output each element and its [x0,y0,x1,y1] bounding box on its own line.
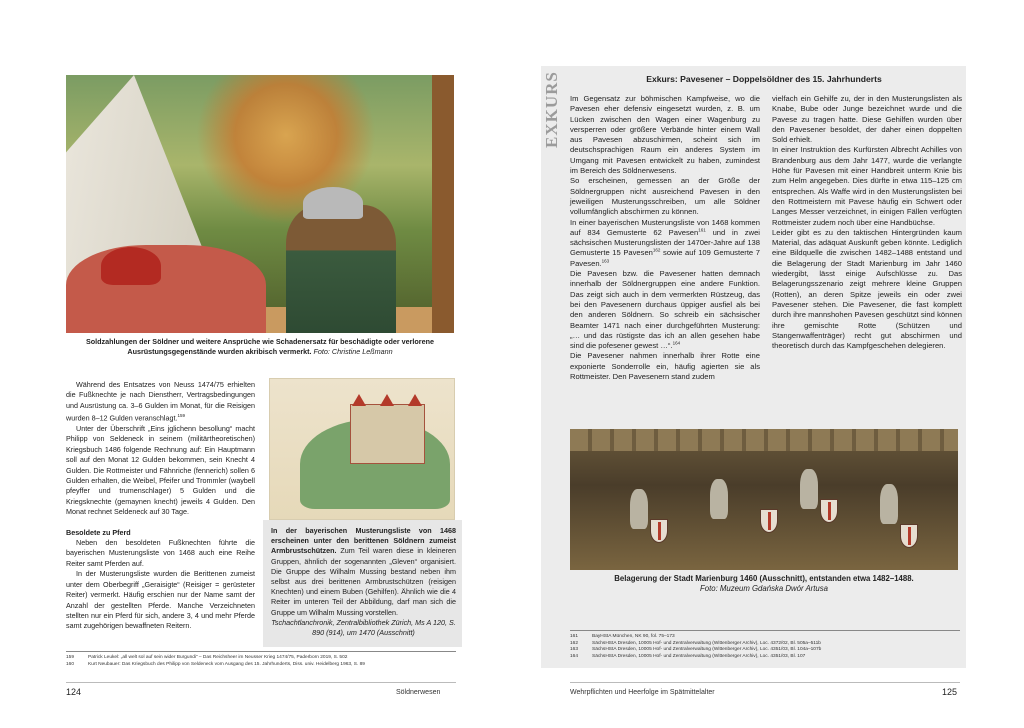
knight-figure [630,489,648,529]
city-wall [570,429,958,451]
tower-roof [380,394,394,406]
paragraph: Neben den besoldeten Fußknechten führte die bayerischen Musterungsliste von 1468 auch eine Reihe Reiter samt Pferden auf. [66,538,255,568]
footnote: 164 SächsHStA Dresden, 10005 Hof- und Zentralverwaltung (Wittenberger Archiv), Loc. 4351/03, Bl. 107 [570,653,806,659]
footer-rule [66,682,456,683]
paragraph: Unter der Überschrift „Eins jglichenn besollung“ macht Philipp von Seldeneck in seinem (militärtheoretischen) Kriegsbuch 1486 folgende Rechnung auf: Ein Hauptmann soll auf den Monat 12 Gulden bekommen, sein Knecht 4 Gulden. Die Rottmeister und Fähnriche (fennerich) sollen 6 Gulden erhalten, die Weibel, Pfeifer und Trommler (waybell pfeyffer und trumenschlager) 5 Gulden und die Kriegsknechte (gemaynen knecht) jeweils 4 Gulden. Den Monat rechnet Seldeneck auf 30 Tage. [66,424,255,517]
pavise-shield [820,499,838,523]
knight-figure [800,469,818,509]
paragraph: In der Musterungsliste wurden die Berittenen zumeist unter dem Oberbegriff „Geraisigte“ (Reisiger = gerüsteter Reiter) vermerkt. Häufig erschien nur der Name samt der Anzahl der gestellten Pferde. Manche Verzeichneten stellten nur ein Pferd für sich, andere 3, 4 und mehr Pferde samt zugehörigen bewaffneten Reitern. [66,569,255,631]
footnote: 161 BayHStA München, NK 90, fol. 75–173 [570,634,675,639]
exkurs-side-label: EXKURS [542,71,561,148]
tower-roof [408,394,422,406]
tower-roof [352,394,366,406]
helmet-shape [303,187,363,219]
footnote: 160 Kurt Neubauer: Das Kriegsbuch des Philipp von Seldeneck vom Ausgang des 15. Jahrhunderts, Diss. univ. Heidelberg 1963, S. 89 [66,661,365,667]
footnotes-right [570,630,960,660]
pavise-shield [760,509,778,533]
exkurs-title: Exkurs: Pavesener – Doppelsöldner des 15. Jahrhunderts [646,74,882,84]
pavise-shield [900,524,918,548]
running-head-left: Söldnerwesen [396,689,441,696]
soldier-figure [286,205,396,333]
photo-caption-right: Belagerung der Stadt Marienburg 1460 (Ausschnitt), entstanden etwa 1482–1488. Foto: Muzeum Gdańska Dwór Artusa [614,574,914,594]
manuscript-illustration [269,378,455,520]
photo-credit-left: Foto: Christine Leßmann [313,347,393,357]
footnote: 159 Patrick Leukel: „all welt sol auf sein wider Burgundi“ – Das Reichsheer im Neusser Krieg 1474/75, Paderborn 2019, S. 502 [66,655,348,660]
exkurs-column-2: vielfach ein Gehilfe zu, der in den Musterungslisten als Knabe, Bube oder Junge bezeichnet wurde und die Pavese zu tragen hatte. Diese Gehilfen wurden über den Pavesener besoldet, der daher einen doppelten Sold erhielt. In einer Instruktion des Kurfürsten Albrecht Achilles von Brandenburg aus dem Jahr 1477, wurde die verlangte Höhe für Pavesen mit einer Handbreit unterm Knie bis zum Helm angegeben. Dies dürfte in etwa 115–125 cm entsprechen. Als Waffe wird in den Musterungslisten bei den Rottmeistern mit Pavese häufig ein Schwert oder Langes Messer verzeichnet, in einigen Fällen verfügten Rottmeister zudem noch über eine Handbüchse. Leider gibt es zu den taktischen Hintergründen kaum Material, das adäquat Auskunft geben könnte. Lediglich eine Bildquelle die zwischen 1482–1488 entstand und die Belagerung der Stadt Marienburg im Jahr 1460 wiedergibt, lässt einige Aufschlüsse zu. Das Belagerungsszenario zeigt mehrere kleine Gruppen (Rotten), an deren Spitze jeweils ein oder zwei Pavesener stehen. Die Pavesener, die fast komplett durch ihre mannshohen Pavesen geschützt sind können ihre gemischte Rotte (Schützen und Stangenwaffenträger) recht gut abschirmen und theoretisch durch das Kampfgeschehen delegieren. [772,94,962,351]
photo-credit-right: Foto: Muzeum Gdańska Dwór Artusa [700,584,828,594]
knight-figure [880,484,898,524]
marienburg-painting [570,429,958,570]
clerk-figure [66,245,266,333]
tent-post [432,75,454,333]
castle-shape [350,404,425,464]
pavise-shield [650,519,668,543]
left-body-text [66,380,255,632]
footnotes-left [66,651,456,668]
manuscript-credit: Tschachtlanchronik, Zentralbibliothek Zürich, Ms A 120, S. 890 (914), um 1470 (Ausschnitt) [271,617,456,638]
mercenaries-photo [66,75,454,333]
page-number-left: 124 [66,687,82,697]
manuscript-caption-box: In der bayerischen Musterungsliste von 1468 erscheinen unter den berittenen Söldnern zumeist Armbrustschützen. Zum Teil waren diese in kleineren Gruppen, ähnlich der sogenannten „Gleven“ organisiert. Die Gruppe des Wilhalm Mussing bestand neben ihm selbst aus drei berittenen Armbrustschützen (reisigen Knechten) und einem Buben (Gehilfen). Ähnlich wie die 4 Reiter im unteren Teil der Abbildung, darf man sich die Gruppe um Wilhalm Mussing vorstellen. Tschachtlanchronik, Zentralbibliothek Zürich, Ms A 120, S. 890 (914), um 1470 (Ausschnitt) [263,520,462,647]
footnote: 162 SächsHStA Dresden, 10005 Hof- und Zentralverwaltung (Wittenberger Archiv), Loc. 4372/02, Bl. 505a–511b [570,640,821,646]
running-head-right: Wehrpflichten und Heerfolge im Spätmittelalter [570,689,715,696]
photo-caption-left: Soldzahlungen der Söldner und weitere Ansprüche wie Schadenersatz für beschädigte oder verlorene Ausrüstungsgegenstände wurden akribisch vermerkt. Foto: Christine Leßmann [85,337,434,357]
exkurs-column-1: Im Gegensatz zur böhmischen Kampfweise, wo die Pavesen eher defensiv eingesetzt wurden, z. B. um Lücken zwischen den Wagen einer Wagenburg zu versperren oder größere Verbände hinter einem Wall aus Pavesen abzuschirmen, scheint sich im deutschsprachigen Raum ein anderes System im Umgang mit Pavesen entwickelt zu haben, zumindest im Bereich des Söldnerwesens. So erscheinen, gemessen an der Größe der Söldnergruppen nicht ausreichend Pavesen in den jeweiligen Musterungsschreiben, um alle Söldner vollumfänglich abschirmen zu können. In einer bayerischen Musterungsliste von 1468 kommen auf 834 Gemusterte 62 Pavesen$^{161}$ und in zwei sächsischen Musterungslisten der 1470er-Jahre auf 138 Gemusterte 15 Pavesen$^{162}$ sowie auf 109 Gemusterte 7 Pavesen.$^{163}$ Die Pavesen bzw. die Pavesener hatten demnach innerhalb der Söldnergruppen eine andere Funktion. Das zeigt sich auch in dem vermerkten Rüstzeug, das bei den Pavesenern durchaus üppiger ausfiel als bei den anderen Söldnern. So schreib ein sächsischer Beamter 1471 nach einer durchgeführten Musterung: „… und das rüstigste das ich an allen gesehen habe sind die pofesener gewest …“.$^{164}$ Die Pavesener nahmen innerhalb ihrer Rotte eine exponierte Sonderrolle ein, häufig agierten sie als Rottmeister. Den Pavesenern stand zudem [570,94,760,382]
footer-rule [570,682,960,683]
paragraph: Während des Entsatzes von Neuss 1474/75 erhielten die Fußknechte je nach Dienstherr, Vertragsbedingungen und Ausrüstung ca. 3–6 Gulden im Monat, für die Reisigen wurden 8–12 Gulden veranschlagt.$^{159}$ [66,380,255,423]
knight-figure [710,479,728,519]
footnote: 163 SächsHStA Dresden, 10005 Hof- und Zentralverwaltung (Wittenberger Archiv), Loc. 4351/03, Bl. 104a–107b [570,647,822,653]
red-hat-shape [101,247,161,285]
page-number-right: 125 [942,687,958,697]
subheading: Besoldete zu Pferd [66,527,131,537]
